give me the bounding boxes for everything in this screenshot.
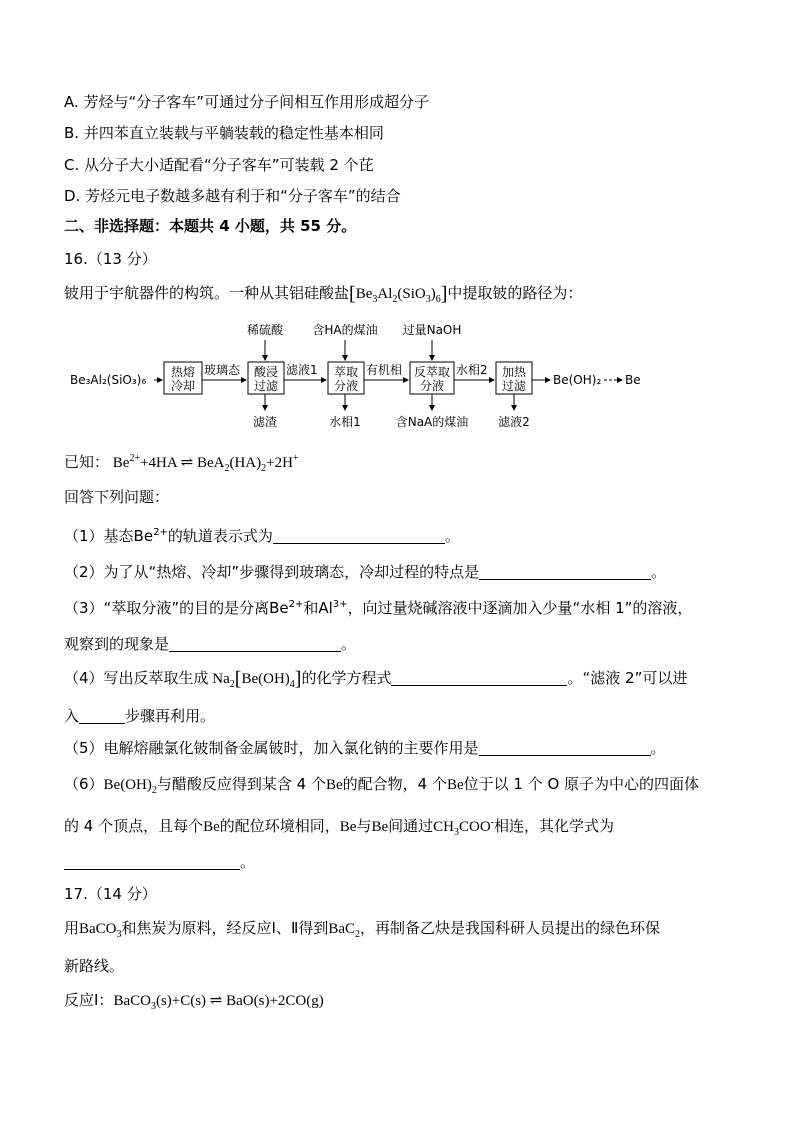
q16-known: 已知： $Be^{2+}+4HA$ ⇌ $BeA_2(HA)_2+2H^+$ [64, 453, 299, 474]
q16-part6-answer: 。 [64, 852, 255, 872]
arrow-organic: 有机相 [366, 363, 403, 377]
q17-intro-cont: 新路线。 [64, 957, 125, 975]
filtrate2: 滤液2 [498, 415, 530, 429]
svg-text:酸浸: 酸浸 [253, 365, 279, 379]
residue: 滤渣 [252, 415, 278, 429]
arrow-glass: 玻璃态 [204, 363, 241, 377]
q16-part6-cont: 的 4 个顶点，且每个Be的配位环境相同，Be与Be间通过$CH_3COO^-$相连，其化学式为 [64, 817, 615, 838]
answer-blank-3[interactable] [169, 636, 341, 652]
option-c: C. 从分子大小适配看“分子客车”可装载 2 个芘 [64, 156, 374, 174]
answer-blank-6[interactable] [479, 740, 651, 756]
answer-blank-7[interactable] [64, 854, 240, 870]
svg-text:加热: 加热 [501, 365, 527, 379]
q16-part1: （1）基态$Be^{2+}$的轨道表示式为 。 [64, 527, 460, 545]
reagent-ha: 含HA的煤油 [312, 323, 378, 337]
svg-text:反萃取: 反萃取 [413, 365, 451, 379]
reagent-h2so4: 稀硫酸 [246, 323, 284, 337]
aqueous1: 水相1 [329, 415, 361, 429]
svg-text:过滤: 过滤 [501, 379, 527, 393]
svg-text:热熔: 热熔 [170, 365, 196, 379]
answer-blank-5[interactable] [79, 708, 125, 724]
q17-header: 17.（14 分） [64, 885, 157, 903]
svg-text:分液: 分液 [419, 379, 445, 393]
q16-header: 16.（13 分） [64, 250, 157, 268]
product-be: Be [625, 373, 641, 387]
q17-intro: 用BaCO$_3$和焦炭为原料，经反应Ⅰ、Ⅱ得到BaC$_2$，再制备乙炔是我国科研人员提出的绿色环保 [64, 919, 661, 940]
q16-part2: （2）为了从“热熔、冷却”步骤得到玻璃态，冷却过程的特点是 。 [64, 563, 667, 581]
flow-start: Be₃Al₂(SiO₃)₆ [70, 373, 147, 387]
reagent-naoh: 过量NaOH [402, 323, 462, 337]
svg-text:冷却: 冷却 [170, 379, 196, 393]
answer-blank-4[interactable] [391, 670, 567, 686]
section-heading: 二、非选择题：本题共 4 小题，共 55 分。 [64, 217, 357, 235]
q16-part3-cont: 观察到的现象是 。 [64, 635, 357, 653]
q17-reaction1: 反应Ⅰ：BaCO$_3$(s)+C(s) ⇌ BaO(s)+2CO(g) [64, 991, 324, 1012]
q16-prompt: 回答下列问题： [64, 488, 170, 506]
q16-part4-cont: 入 步骤再利用。 [64, 707, 216, 725]
q16-part4: （4）写出反萃取生成 $Na_2[Be(OH)_4]$的化学方程式 。“滤液 2”可以进 [64, 668, 688, 690]
q16-part3: （3）“萃取分液”的目的是分离$Be^{2+}$和$Al^{3+}$，向过量烧碱溶液中逐滴加入少量“水相 1”的溶液， [64, 599, 693, 617]
option-b: B. 并四苯直立装载与平躺装载的稳定性基本相同 [64, 124, 384, 142]
arrow-aqueous2: 水相2 [456, 363, 488, 377]
svg-text:过滤: 过滤 [253, 379, 279, 393]
svg-text:分液: 分液 [333, 379, 359, 393]
naa-kerosene: 含NaA的煤油 [395, 415, 469, 429]
q16-part5: （5）电解熔融氯化铍制备金属铍时，加入氯化钠的主要作用是 。 [64, 739, 666, 757]
q16-intro: 铍用于宇航器件的构筑。一种从其铝硅酸盐$[Be_3Al_2(SiO_3)_6]$中提取铍的路径为： [64, 283, 583, 305]
option-a: A. 芳烃与“分子客车”可通过分子间相互作用形成超分子 [64, 93, 430, 111]
answer-blank-1[interactable] [273, 528, 445, 544]
svg-text:萃取: 萃取 [333, 365, 359, 379]
q16-part6: $(6)Be(OH)_2$与醋酸反应得到某含 4 个Be的配合物，4 个Be位于以 1 个 O 原子为中心的四面体 [64, 775, 700, 796]
option-d: D. 芳烃元电子数越多越有利于和“分子客车”的结合 [64, 187, 401, 205]
product-beoh2: Be(OH)₂ [553, 373, 602, 387]
process-flow-diagram [64, 320, 654, 435]
answer-blank-2[interactable] [479, 564, 651, 580]
arrow-filtrate1: 滤液1 [286, 363, 318, 377]
